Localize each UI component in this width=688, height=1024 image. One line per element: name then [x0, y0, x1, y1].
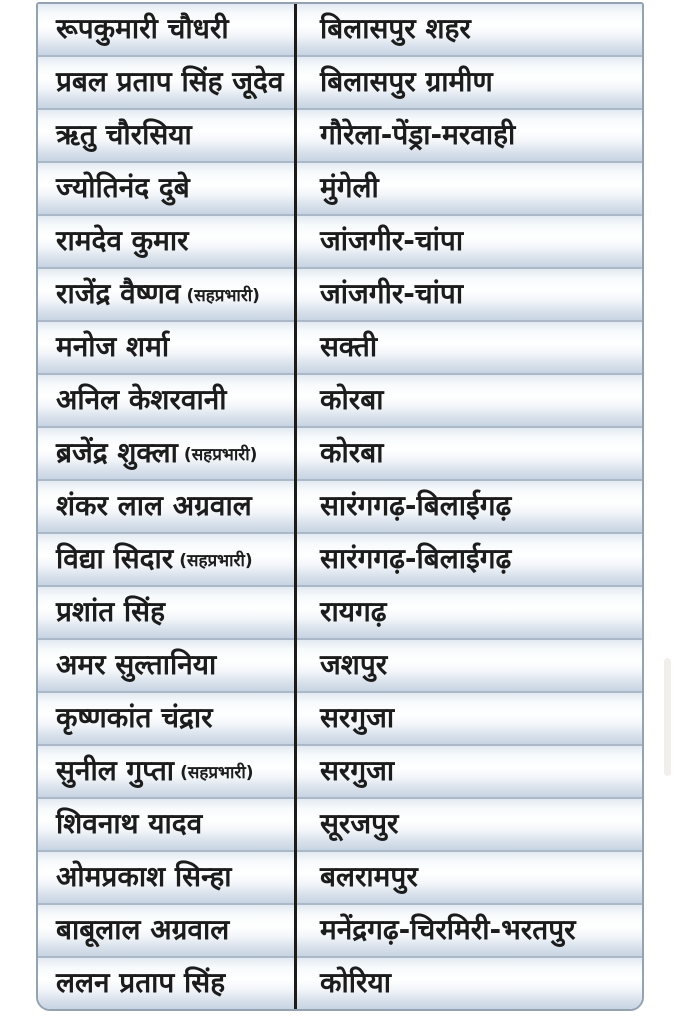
member-name: शिवनाथ यादव: [56, 807, 203, 841]
table-row: [38, 744, 642, 797]
member-name: मनोज शर्मा: [56, 330, 170, 364]
district-cell: [296, 958, 642, 1009]
district-name: सरगुजा: [320, 754, 395, 788]
district-name: जांजगीर-चांपा: [320, 277, 464, 311]
table-row: [38, 797, 642, 850]
name-cell: [38, 428, 296, 479]
district-cell: [296, 481, 642, 532]
district-cell: [296, 587, 642, 638]
district-cell: [296, 110, 642, 161]
table-row: [38, 956, 642, 1009]
member-name: अनिल केशरवानी: [56, 383, 227, 417]
name-cell: [38, 163, 296, 214]
table-row: [38, 4, 642, 55]
district-cell: [296, 216, 642, 267]
district-name: कोरिया: [320, 966, 391, 1000]
district-name: गौरेला-पेंड्रा-मरवाही: [320, 118, 516, 152]
member-name: अमर सुल्तानिया: [56, 648, 217, 682]
name-cell: [38, 693, 296, 744]
table-row: [38, 426, 642, 479]
district-name: मनेंद्रगढ़-चिरमिरी-भरतपुर: [320, 913, 576, 947]
table-row: [38, 161, 642, 214]
district-cell: [296, 57, 642, 108]
member-name: रूपकुमारी चौधरी: [56, 12, 229, 46]
name-cell: [38, 375, 296, 426]
table-row: [38, 373, 642, 426]
table-row: [38, 320, 642, 373]
district-name: बिलासपुर ग्रामीण: [320, 65, 493, 99]
name-cell: [38, 640, 296, 691]
district-cell: [296, 693, 642, 744]
district-cell: [296, 269, 642, 320]
member-role-suffix: (सहप्रभारी): [186, 286, 260, 306]
district-name: जांजगीर-चांपा: [320, 224, 464, 258]
name-cell: [38, 905, 296, 956]
district-name: बलरामपुर: [320, 860, 418, 894]
name-cell: [38, 481, 296, 532]
table-row: [38, 850, 642, 903]
district-name: सूरजपुर: [320, 807, 399, 841]
district-name: कोरबा: [320, 436, 384, 470]
table-rows-container: [38, 4, 642, 1009]
district-name: सारंगगढ़-बिलाईगढ़: [320, 542, 512, 576]
name-cell: [38, 852, 296, 903]
table-row: [38, 267, 642, 320]
district-cell: [296, 534, 642, 585]
name-cell: [38, 269, 296, 320]
member-role-suffix: (सहप्रभारी): [180, 763, 254, 783]
member-name: प्रशांत सिंह: [56, 595, 165, 629]
member-name: सुनील गुप्ता: [56, 754, 175, 788]
name-cell: [38, 587, 296, 638]
table-row: [38, 585, 642, 638]
district-cell: [296, 4, 642, 55]
member-name: ललन प्रताप सिंह: [56, 966, 226, 1000]
district-name: सक्ती: [320, 330, 378, 364]
table-row: [38, 691, 642, 744]
district-cell: [296, 746, 642, 797]
district-cell: [296, 852, 642, 903]
member-name: प्रबल प्रताप सिंह जूदेव: [56, 65, 284, 99]
table-row: [38, 55, 642, 108]
district-cell: [296, 322, 642, 373]
name-cell: [38, 4, 296, 55]
member-name: ओमप्रकाश सिन्हा: [56, 860, 232, 894]
district-cell: [296, 375, 642, 426]
district-cell: [296, 640, 642, 691]
member-name: राजेंद्र वैष्णव: [56, 277, 181, 311]
table-row: [38, 479, 642, 532]
member-name: बाबूलाल अग्रवाल: [56, 913, 230, 947]
table-row: [38, 108, 642, 161]
district-name: कोरबा: [320, 383, 384, 417]
name-cell: [38, 110, 296, 161]
member-name: ज्योतिनंद दुबे: [56, 171, 190, 205]
name-cell: [38, 322, 296, 373]
table-row: [38, 214, 642, 267]
name-cell: [38, 958, 296, 1009]
name-cell: [38, 57, 296, 108]
district-name: सारंगगढ़-बिलाईगढ़: [320, 489, 512, 523]
table-row: [38, 532, 642, 585]
assignment-table: [36, 2, 644, 1011]
district-cell: [296, 428, 642, 479]
member-name: शंकर लाल अग्रवाल: [56, 489, 252, 523]
table-row: [38, 638, 642, 691]
district-cell: [296, 905, 642, 956]
district-name: जशपुर: [320, 648, 388, 682]
member-name: विद्या सिदार: [56, 542, 174, 576]
district-name: बिलासपुर शहर: [320, 12, 471, 46]
member-name: रामदेव कुमार: [56, 224, 189, 258]
district-cell: [296, 163, 642, 214]
district-name: रायगढ़: [320, 595, 387, 629]
member-name: ब्रजेंद्र शुक्ला: [56, 436, 178, 470]
member-name: कृष्णकांत चंद्रार: [56, 701, 213, 735]
district-name: सरगुजा: [320, 701, 395, 735]
district-name: मुंगेली: [320, 171, 379, 205]
name-cell: [38, 799, 296, 850]
scrollbar-thumb[interactable]: [664, 658, 671, 776]
name-cell: [38, 746, 296, 797]
district-cell: [296, 799, 642, 850]
member-name: ऋतु चौरसिया: [56, 118, 192, 152]
member-role-suffix: (सहप्रभारी): [183, 445, 258, 465]
name-cell: [38, 216, 296, 267]
name-cell: [38, 534, 296, 585]
table-row: [38, 903, 642, 956]
column-divider-line: [294, 4, 297, 1009]
member-role-suffix: (सहप्रभारी): [179, 551, 253, 571]
